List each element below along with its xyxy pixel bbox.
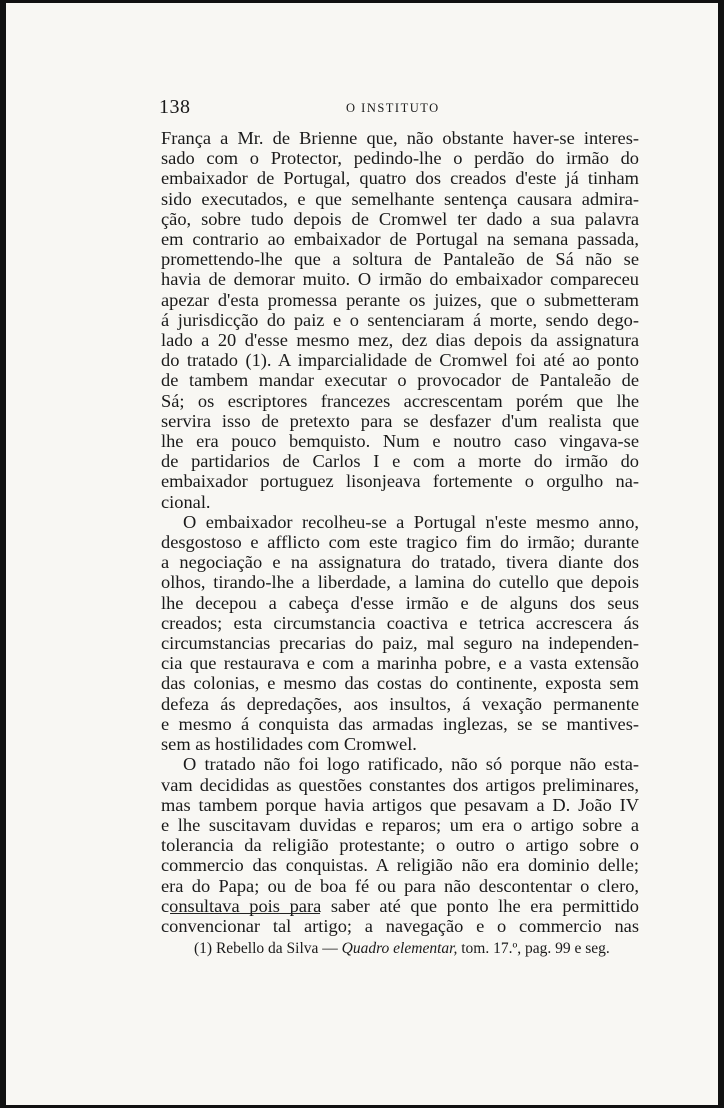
- text-line: e lhe suscitavam duvidas e reparos; um era o artigo sobre a: [161, 814, 639, 835]
- text-line: vam decididas as questões constantes dos artigos preliminares,: [161, 774, 639, 795]
- text-line: commercio das conquistas. A religião não era dominio delle;: [161, 855, 639, 876]
- text-line: promettendo-lhe que a soltura de Pantaleão de Sá não se: [161, 249, 639, 270]
- footnote-reference: tom. 17.º, pag. 99 e seg.: [461, 940, 610, 957]
- text-line: embaixador de Portugal, quatro dos creados d'este já tinham: [161, 168, 639, 189]
- body-text: [161, 128, 639, 936]
- text-line: O embaixador recolheu-se a Portugal n'este mesmo anno,: [183, 511, 639, 532]
- text-line: lhe decepou a cabeça d'esse irmão e de alguns dos seus: [161, 592, 639, 613]
- footnote-work-title: Quadro elementar,: [341, 940, 458, 957]
- text-line: das colonias, e mesmo das costas do continente, exposta sem: [161, 673, 639, 694]
- running-head: [161, 96, 639, 122]
- page-number: 138: [159, 96, 191, 118]
- footnote-rule: [170, 913, 320, 914]
- text-line: Sá; os escriptores francezes accrescentam porém que lhe: [161, 390, 639, 411]
- text-line: servira isso de pretexto para se desfazer d'um realista que: [161, 410, 639, 431]
- text-line: creados; esta circumstancia coactiva e tetrica accrescera ás: [161, 612, 639, 633]
- text-line: era do Papa; ou de boa fé ou para não descontentar o clero,: [161, 875, 639, 896]
- text-line: ção, sobre tudo depois de Cromwel ter dado a sua palavra: [161, 208, 639, 229]
- text-line: á jurisdicção do paiz e o sentenciaram á morte, sendo dego-: [161, 309, 639, 330]
- text-line: circumstancias precarias do paiz, mal seguro na independen-: [161, 633, 639, 654]
- text-line: defeza ás depredações, aos insultos, á vexação permanente: [161, 693, 639, 714]
- text-line: consultava pois para saber até que ponto lhe era permittido: [161, 895, 639, 916]
- text-line: havia de demorar muito. O irmão do embaixador compareceu: [161, 269, 639, 290]
- text-line: cional.: [161, 491, 211, 512]
- text-line: lado a 20 d'esse mesmo mez, dez dias depois da assignatura: [161, 330, 639, 351]
- text-line: desgostoso e afflicto com este tragico fim do irmão; durante: [161, 532, 639, 553]
- text-line: França a Mr. de Brienne que, não obstante haver-se interes-: [161, 128, 639, 148]
- text-line: sido executados, e que semelhante sentença causara admira-: [161, 188, 639, 209]
- footnote: [194, 940, 610, 958]
- text-line: convencionar tal artigo; a navegação e o commercio nas: [161, 915, 639, 936]
- text-line: a negociação e na assignatura do tratado, tivera diante dos: [161, 552, 639, 573]
- text-line: olhos, tirando-lhe a liberdade, a lamina do cutello que depois: [161, 572, 639, 593]
- text-line: cia que restaurava e com a marinha pobre, e a vasta extensão: [161, 653, 639, 674]
- running-title: O INSTITUTO: [346, 101, 440, 115]
- text-line: tolerancia da religião protestante; o outro o artigo sobre o: [161, 835, 639, 856]
- text-line: mas tambem porque havia artigos que pesavam a D. João IV: [161, 794, 639, 815]
- text-line: lhe era pouco bemquisto. Num e noutro caso vingava-se: [161, 431, 639, 452]
- text-line: apezar d'esta promessa perante os juizes, que o submetteram: [161, 289, 639, 310]
- text-line: O tratado não foi logo ratificado, não só porque não esta-: [183, 754, 639, 775]
- text-line: do tratado (1). A imparcialidade de Cromwel foi até ao ponto: [161, 350, 639, 371]
- text-line: embaixador portuguez lisonjeava fortemente o orgulho na-: [161, 471, 639, 492]
- footnote-marker: (1): [194, 940, 213, 957]
- text-line: sem as hostilidades com Cromwel.: [161, 734, 417, 755]
- text-line: sado com o Protector, pedindo-lhe o perdão do irmão do: [161, 148, 639, 169]
- text-line: em contrario ao embaixador de Portugal na semana passada,: [161, 229, 639, 250]
- text-line: de partidarios de Carlos I e com a morte do irmão do: [161, 451, 639, 472]
- text-line: de tambem mandar executar o provocador de Pantaleão de: [161, 370, 639, 391]
- text-line: e mesmo á conquista das armadas inglezas, se se mantives-: [161, 713, 639, 734]
- book-page: [161, 96, 639, 936]
- footnote-author: Rebello da Silva —: [215, 940, 338, 957]
